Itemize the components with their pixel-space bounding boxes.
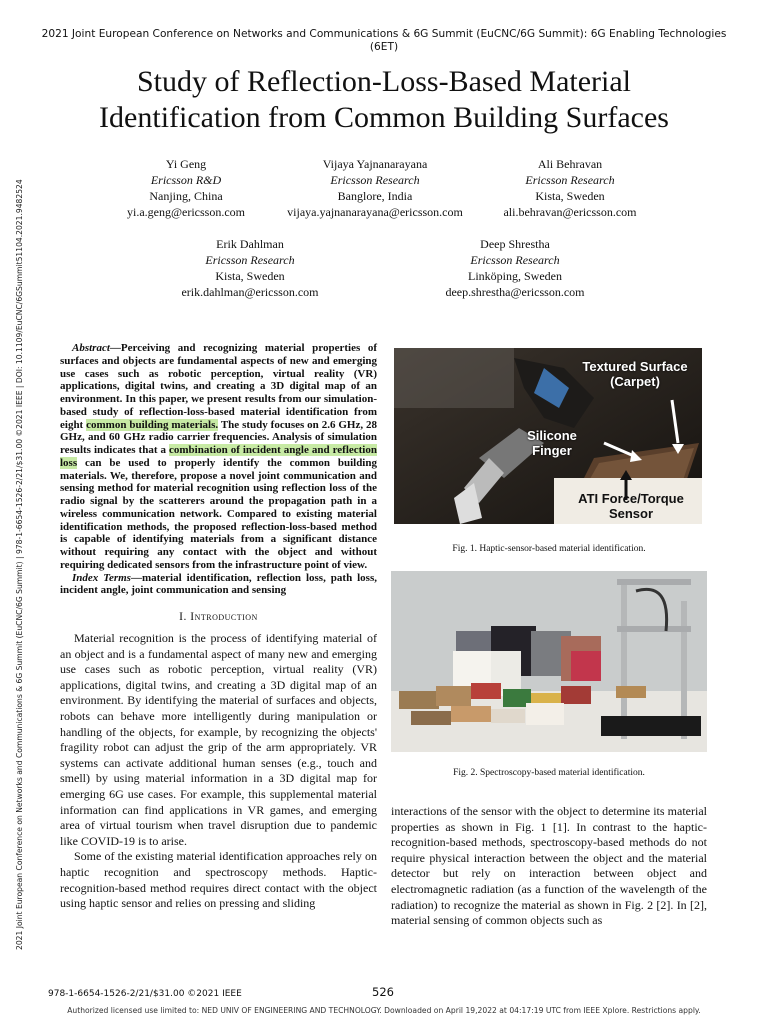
author-block xyxy=(275,156,475,220)
figure-2-photo xyxy=(391,571,707,752)
page-number: 526 xyxy=(372,985,394,999)
author-name: Deep Shrestha xyxy=(480,237,550,251)
author-affiliation: Ericsson Research xyxy=(525,173,615,187)
author-affiliation: Ericsson Research xyxy=(205,253,295,267)
intro-text xyxy=(60,631,377,912)
figure-1-caption: Fig. 1. Haptic-sensor-based material identification. xyxy=(452,544,646,554)
author-name: Vijaya Yajnanarayana xyxy=(322,157,428,171)
figure-1-image xyxy=(394,348,702,524)
paper-title xyxy=(40,64,728,136)
author-affiliation: Ericsson R&D xyxy=(150,173,222,187)
left-column xyxy=(60,342,377,912)
index-terms-text: —material identification, reflection loss, path loss, incident angle, joint communication and sensing xyxy=(60,571,377,597)
side-margin-doi: 2021 Joint European Conference on Networks and Communications & 6G Summit (EuCNC/6G Summit) | 978-1-6654-1526-2/21/$31.00 ©2021 IEEE | DOI: 10.1109/EuCNC/6GSummit51104.2021.9482524 xyxy=(15,179,24,950)
label-textured-surface: Textured Surface (Carpet) xyxy=(582,359,688,389)
intro-paragraph-1: Material recognition is the process of identifying material of an object and is a fundamental aspect of many new and emerging use cases such as robotic perception, virtual reality (VR) applications, digital twins, and creating a 3D digital map of an environment. By identifying the material of surfaces and objects, robots can behave more intelligently during manipulation or handling of the objects, for example, by recognizing the objects' fragility robot can adjust the grip of the arm appropriately. VR systems can activate additional human senses (e.g., touch and smell) by using material information in a 3D digital map for emerging 6G use cases. For example, this supplemental material information can find applications in VR games, and emerging area of virtual tourism when travel disruption due to pandemic like COVID-19 is to arise. xyxy=(60,631,377,848)
author-name: Ali Behravan xyxy=(537,157,603,171)
abstract-text-2: The study focuses on 2.6 GHz, 28 GHz, and 60 GHz radio carrier frequencies. Analysis of simulation results indicates that a xyxy=(60,418,377,456)
figure-2-caption: Fig. 2. Spectroscopy-based material identification. xyxy=(453,768,645,778)
label-ati-sensor: ATI Force/Torque Sensor xyxy=(578,491,684,521)
author-location: Linköping, Sweden xyxy=(468,269,562,283)
index-terms xyxy=(60,572,377,598)
title-line-1: Study of Reflection-Loss-Based Material xyxy=(136,65,632,98)
author-block xyxy=(415,236,615,300)
author-block xyxy=(470,156,670,220)
title-line-2: Identification from Common Building Surfaces xyxy=(99,101,669,134)
right-column-text xyxy=(391,804,707,929)
author-location: Nanjing, China xyxy=(149,189,223,203)
abstract-text-1: —Perceiving and recognizing material properties of surfaces and objects are fundamental aspects of new and emerging use cases such as robotic perception, virtual reality (VR) applications, digital twins, and creating a 3D digital map of an environment. In this paper, we present results from our simulation-based study of reflection-loss-based material identification from eight xyxy=(60,342,377,431)
label-silicone-finger: Silicone Finger xyxy=(527,428,577,458)
author-location: Banglore, India xyxy=(337,189,413,203)
author-affiliation: Ericsson Research xyxy=(330,173,420,187)
abstract-text-3: can be used to properly identify the common building materials. We, therefore, propose a novel joint communication and sensing method for material recognition using reflection loss of the radio signal by the scatterers around the propagation path in a wireless communication network. Compared to existing material identification methods, the proposed reflection-loss-based method is capable of identifying materials from a significant distance without requiring any contact with the object and without requiring dedicated sensors from the infrastructure point of view. xyxy=(60,456,377,571)
author-email: yi.a.geng@ericsson.com xyxy=(126,205,246,219)
section-heading-introduction: I. Introduction xyxy=(179,611,258,623)
author-location: Kista, Sweden xyxy=(535,189,605,203)
author-email: deep.shrestha@ericsson.com xyxy=(445,285,585,299)
index-terms-lead: Index Terms xyxy=(72,571,131,584)
author-email: ali.behravan@ericsson.com xyxy=(503,205,637,219)
author-affiliation: Ericsson Research xyxy=(470,253,560,267)
author-name: Erik Dahlman xyxy=(216,237,284,251)
highlight-incident-angle: combination of incident angle and reflection loss xyxy=(60,444,377,469)
author-email: erik.dahlman@ericsson.com xyxy=(181,285,319,299)
right-column-paragraph: interactions of the sensor with the object to determine its material properties as shown in Fig. 1 [1]. In contrast to the haptic-recognition-based methods, spectroscopy-based methods do not require physical interaction between the object and the material detector but rely on interaction between object and electromagnetic radiation (as a function of the wavelength of the radiation) to recognize the material as shown in Fig. 2 [2]. In [2], material sensing of common objects such as xyxy=(391,804,707,928)
footer-license: Authorized licensed use limited to: NED UNIV OF ENGINEERING AND TECHNOLOGY. Downloaded on April 19,2022 at 04:17:19 UTC from IEEE Xplore. Restrictions apply. xyxy=(67,1006,701,1015)
intro-paragraph-2: Some of the existing material identification approaches rely on haptic recognition and spectroscopy methods. Haptic-recognition-based method requires direct contact with the object using haptic sensor and relies on pressing and sliding xyxy=(60,849,377,911)
author-block xyxy=(150,236,350,300)
abstract-lead: Abstract xyxy=(72,342,110,354)
author-location: Kista, Sweden xyxy=(215,269,285,283)
footer-isbn: 978-1-6654-1526-2/21/$31.00 ©2021 IEEE xyxy=(48,989,242,999)
author-email: vijaya.yajnanarayana@ericsson.com xyxy=(287,205,463,219)
author-name: Yi Geng xyxy=(165,157,207,171)
conference-header: 2021 Joint European Conference on Networks and Communications & 6G Summit (EuCNC/6G Summit): 6G Enabling Technologies (6ET) xyxy=(41,28,727,53)
highlight-common-materials: common building materials. xyxy=(86,418,219,431)
abstract xyxy=(60,342,377,572)
figure-2-image xyxy=(391,571,707,752)
